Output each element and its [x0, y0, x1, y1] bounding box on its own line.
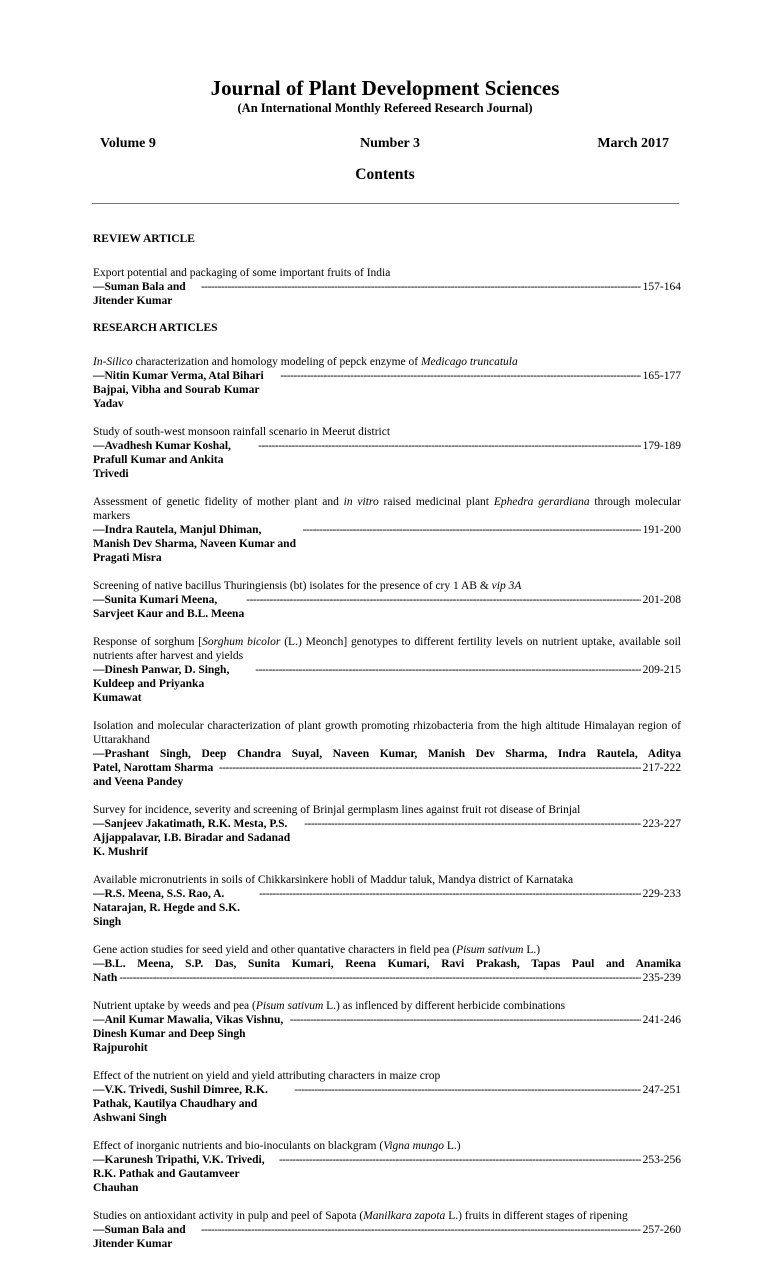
- article-authors-line: [93, 1153, 681, 1195]
- article-entry: [93, 355, 681, 411]
- article-authors-line: [93, 971, 681, 985]
- dot-leader: [294, 1083, 640, 1097]
- article-authors: —B.L. Meena, S.P. Das, Sunita Kumari, Reena Kumari, Ravi Prakash, Tapas Paul and Anamika: [93, 958, 681, 970]
- article-authors: —Anil Kumar Mawalia, Vikas Vishnu, Dinesh Kumar and Deep Singh Rajpurohit: [93, 1014, 284, 1054]
- dot-leader: [290, 1013, 641, 1027]
- article-authors: —Suman Bala and Jitender Kumar: [93, 281, 186, 307]
- article-title: Export potential and packaging of some important fruits of India: [93, 267, 391, 279]
- dot-leader: [279, 1153, 641, 1167]
- article-authors: —V.K. Trivedi, Sushil Dimree, R.K. Pathak, Kautilya Chaudhary and Ashwani Singh: [93, 1084, 268, 1124]
- article-authors-line: [93, 663, 681, 705]
- article-entry: [93, 803, 681, 859]
- dot-leader: [219, 761, 641, 775]
- header-divider: [92, 203, 679, 204]
- volume-label: Volume 9: [100, 136, 156, 151]
- article-authors: —Prashant Singh, Deep Chandra Suyal, Naveen Kumar, Manish Dev Sharma, Indra Rautela, Aditya: [93, 748, 681, 760]
- table-of-contents: [93, 232, 681, 1265]
- article-authors-line: [93, 280, 681, 308]
- article-entry: [93, 425, 681, 481]
- review-section-heading: REVIEW ARTICLE: [93, 233, 195, 245]
- article-entry: [93, 1069, 681, 1125]
- article-entry: [93, 719, 681, 789]
- article-authors-line: [93, 1013, 681, 1055]
- article-entry: [93, 266, 681, 308]
- journal-subtitle: (An International Monthly Refereed Research Journal): [237, 101, 533, 115]
- article-pages: 201-208: [642, 594, 681, 606]
- article-title: Study of south-west monsoon rainfall scenario in Meerut district: [93, 426, 391, 438]
- article-authors-line: [93, 593, 681, 621]
- issue-date: March 2017: [597, 136, 669, 151]
- article-title: Effect of inorganic nutrients and bio-inoculants on blackgram (Vigna mungo L.): [93, 1140, 461, 1152]
- article-title: Studies on antioxidant activity in pulp and peel of Sapota (Manilkara zapota L.) fruits in different stages of ripening: [93, 1210, 628, 1222]
- article-pages: 217-222: [642, 762, 681, 774]
- article-authors: —Sunita Kumari Meena, Sarvjeet Kaur and B.L. Meena: [93, 594, 245, 620]
- article-entry: [93, 873, 681, 929]
- article-entry: [93, 635, 681, 705]
- article-authors: —Sanjeev Jakatimath, R.K. Mesta, P.S. Ajjappalavar, I.B. Biradar and Sadanad K. Mushrif: [93, 818, 291, 858]
- contents-heading: Contents: [355, 166, 415, 183]
- issue-number: Number 3: [359, 136, 421, 151]
- article-entry: [93, 579, 681, 621]
- article-pages: 241-246: [642, 1014, 681, 1026]
- dot-leader: [304, 817, 640, 831]
- article-pages: 209-215: [642, 664, 681, 676]
- dot-leader: [259, 887, 641, 901]
- article-title: Effect of the nutrient on yield and yield attributing characters in maize crop: [93, 1070, 441, 1082]
- dot-leader: [201, 1223, 641, 1237]
- article-pages: 229-233: [642, 888, 681, 900]
- article-authors-line: [93, 1223, 681, 1251]
- dot-leader: [201, 280, 641, 294]
- article-authors-line: [93, 761, 681, 789]
- article-title: Screening of native bacillus Thuringiensis (bt) isolates for the presence of cry 1 AB & vip 3A: [93, 580, 522, 592]
- article-entry: [93, 495, 681, 565]
- article-entry: [93, 1139, 681, 1195]
- research-section-heading: RESEARCH ARTICLES: [93, 322, 218, 334]
- dot-leader: [280, 369, 640, 383]
- article-pages: 179-189: [642, 440, 681, 452]
- article-authors-line: [93, 439, 681, 481]
- dot-leader: [119, 971, 640, 985]
- article-authors: —Karunesh Tripathi, V.K. Trivedi, R.K. Pathak and Gautamveer Chauhan: [93, 1154, 265, 1194]
- article-title: Nutrient uptake by weeds and pea (Pisum sativum L.) as inflenced by different herbicide combinations: [93, 1000, 566, 1012]
- article-title: Response of sorghum [Sorghum bicolor (L.) Meonch] genotypes to different fertility levels on nutrient uptake, available soil nutrients after harvest and yields: [93, 636, 682, 662]
- article-authors-continued: Nath: [93, 972, 118, 984]
- article-authors: —R.S. Meena, S.S. Rao, A. Natarajan, R. Hegde and S.K. Singh: [93, 888, 240, 928]
- article-title: In-Silico characterization and homology modeling of pepck enzyme of Medicago truncatula: [93, 356, 518, 368]
- article-authors: —Dinesh Panwar, D. Singh, Kuldeep and Priyanka Kumawat: [93, 664, 230, 704]
- article-entry: [93, 943, 681, 985]
- article-authors: —Suman Bala and Jitender Kumar: [93, 1224, 186, 1250]
- dot-leader: [303, 523, 641, 537]
- article-pages: 191-200: [642, 524, 681, 536]
- article-entry: [93, 1209, 681, 1251]
- article-pages: 165-177: [642, 370, 681, 382]
- article-authors-continued: Patel, Narottam Sharma and Veena Pandey: [93, 762, 214, 788]
- dot-leader: [258, 439, 641, 453]
- article-authors-line: [93, 817, 681, 859]
- dot-leader: [255, 663, 640, 677]
- article-authors: —Avadhesh Kumar Koshal, Prafull Kumar and Ankita Trivedi: [93, 440, 231, 480]
- article-pages: 223-227: [642, 818, 681, 830]
- article-title: Available micronutrients in soils of Chikkarsinkere hobli of Maddur taluk, Mandya district of Karnataka: [93, 874, 574, 886]
- article-title: Survey for incidence, severity and screening of Brinjal germplasm lines against fruit rot disease of Brinjal: [93, 804, 581, 816]
- article-authors-line: [93, 887, 681, 929]
- article-authors: —Indra Rautela, Manjul Dhiman, Manish Dev Sharma, Naveen Kumar and Pragati Misra: [93, 524, 296, 564]
- article-title: Isolation and molecular characterization of plant growth promoting rhizobacteria from the high altitude Himalayan region of Uttarakhand: [93, 720, 681, 746]
- article-pages: 235-239: [642, 972, 681, 984]
- article-authors: —Nitin Kumar Verma, Atal Bihari Bajpai, Vibha and Sourab Kumar Yadav: [93, 370, 264, 410]
- article-pages: 257-260: [642, 1224, 681, 1236]
- article-authors-line: [93, 369, 681, 411]
- article-authors-line: [93, 523, 681, 565]
- article-title: Assessment of genetic fidelity of mother plant and in vitro raised medicinal plant Ephedra gerardiana through molecular markers: [93, 496, 681, 522]
- article-title: Gene action studies for seed yield and other quantative characters in field pea (Pisum sativum L.): [93, 944, 541, 956]
- article-pages: 253-256: [642, 1154, 681, 1166]
- article-pages: 157-164: [642, 281, 681, 293]
- journal-title: Journal of Plant Development Sciences: [210, 76, 560, 100]
- article-pages: 247-251: [642, 1084, 681, 1096]
- article-authors-line: [93, 1083, 681, 1125]
- dot-leader: [246, 593, 640, 607]
- article-entry: [93, 999, 681, 1055]
